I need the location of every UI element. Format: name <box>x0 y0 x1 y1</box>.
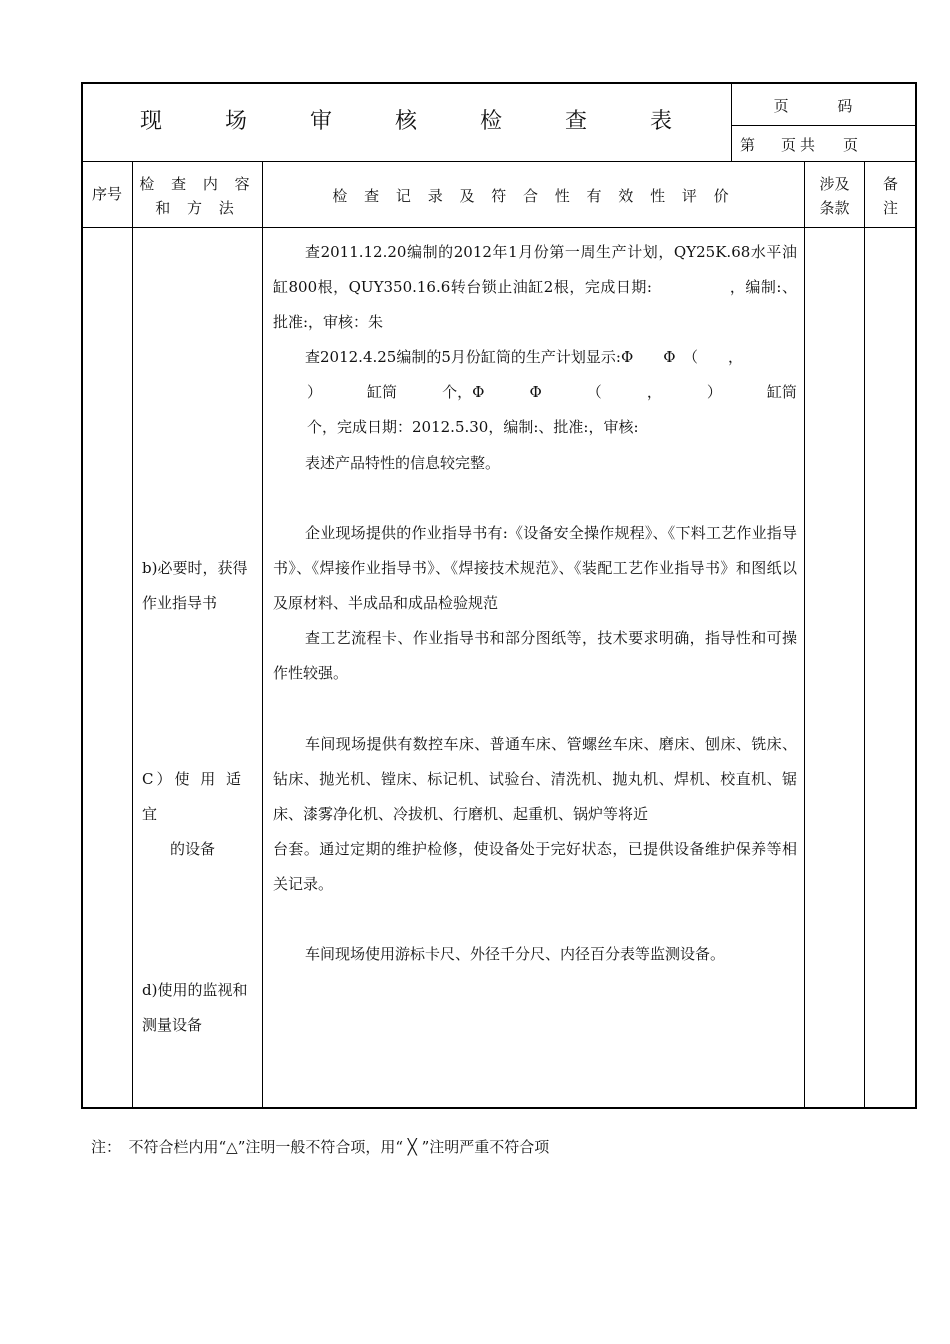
item-b-work-instructions: b)必要时，获得作业指导书 <box>142 559 248 612</box>
record-paragraph-8: 车间现场使用游标卡尺、外径千分尺、内径百分表等监测设备。 <box>305 945 726 963</box>
footer-note: 注： 不符合栏内用“△”注明一般不符合项，用“ ╳ ”注明严重不符合项 <box>91 1138 550 1156</box>
p2-part-7: 缸筒 <box>766 383 797 401</box>
record-paragraph-3: 表述产品特性的信息较完整。 <box>305 454 501 472</box>
column-header-record: 检 查 记 录 及 符 合 性 有 效 性 评 价 <box>332 187 735 205</box>
item-d-measuring-equipment: d)使用的监视和测量设备 <box>142 981 248 1034</box>
record-paragraph-2-line2 <box>273 375 797 410</box>
page-title: 现 场 审 核 检 查 表 <box>140 109 700 134</box>
record-paragraph-5: 查工艺流程卡、作业指导书和部分图纸等，技术要求明确，指导性和可操作性较强。 <box>273 629 797 682</box>
header-bottom-line <box>82 161 916 162</box>
column-header-remark-line1: 备 <box>882 175 898 193</box>
page-count-ye2: 页 <box>843 136 859 154</box>
item-c-line2: 的设备 <box>170 840 216 858</box>
col-divider-method <box>262 161 263 1107</box>
record-paragraph-4: 企业现场提供的作业指导书有:《设备安全操作规程》、《下料工艺作业指导书》、《焊接作业指导书》、《焊接技术规范》、《装配工艺作业指导书》和图纸以及原材料、半成品和成品检验规范 <box>273 524 797 612</box>
col-divider-record <box>804 161 805 1107</box>
record-paragraph-1: 查2011.12.20编制的2012年1月份第一周生产计划，QY25K.68水平油缸800根，QUY350.16.6转台锁止油缸2根，完成日期: ，编制:、批准:，审核：朱 <box>273 243 797 331</box>
item-c-equipment <box>142 762 256 867</box>
column-header-method-line1: 检 查 内 容 <box>139 175 256 193</box>
page-number-label: 页 码 <box>773 97 875 115</box>
p2-part-6: ） <box>706 383 722 401</box>
col-divider-seq <box>132 161 133 1107</box>
p2-part-3: Φ <box>529 383 542 401</box>
page-count-gong: 共 <box>800 136 816 154</box>
page-row-divider <box>731 125 916 126</box>
p2-part-0: ） <box>307 383 323 401</box>
column-header-clause-line2: 条款 <box>819 199 850 217</box>
item-c-line1: C）使 用 适 宜 <box>142 770 245 823</box>
record-paragraph-7: 台套。通过定期的维护检修，使设备处于完好状态，已提供设备维护保养等相关记录。 <box>273 840 797 893</box>
record-paragraph-2-line1: 查2012.4.25编制的5月份缸筒的生产计划显示:Φ Φ （ ， <box>305 348 744 366</box>
column-header-clause-line1: 涉及 <box>819 175 850 193</box>
column-header-remark-line2: 注 <box>882 199 898 217</box>
page-count <box>740 134 858 155</box>
record-paragraph-2-line3: 个，完成日期：2012.5.30，编制:、批准:，审核: <box>307 418 639 436</box>
page-count-di: 第 <box>740 136 756 154</box>
column-header-method-line2: 和 方 法 <box>155 199 240 217</box>
record-paragraph-6: 车间现场提供有数控车床、普通车床、管螺丝车床、磨床、刨床、铣床、钻床、抛光机、镗床、标记机、试验台、清洗机、抛丸机、焊机、校直机、锯床、漆雾净化机、冷拔机、行磨机、起重机、锅炉等将近 <box>273 735 797 823</box>
p2-part-2: 个，Φ <box>442 383 485 401</box>
column-header-bottom-line <box>82 227 916 228</box>
column-header-seq: 序号 <box>91 185 122 203</box>
p2-part-4: （ <box>586 383 602 401</box>
col-divider-clause <box>864 161 865 1107</box>
p2-part-1: 缸筒 <box>367 383 398 401</box>
page-count-ye1: 页 <box>781 136 797 154</box>
p2-part-5: ， <box>646 383 662 401</box>
